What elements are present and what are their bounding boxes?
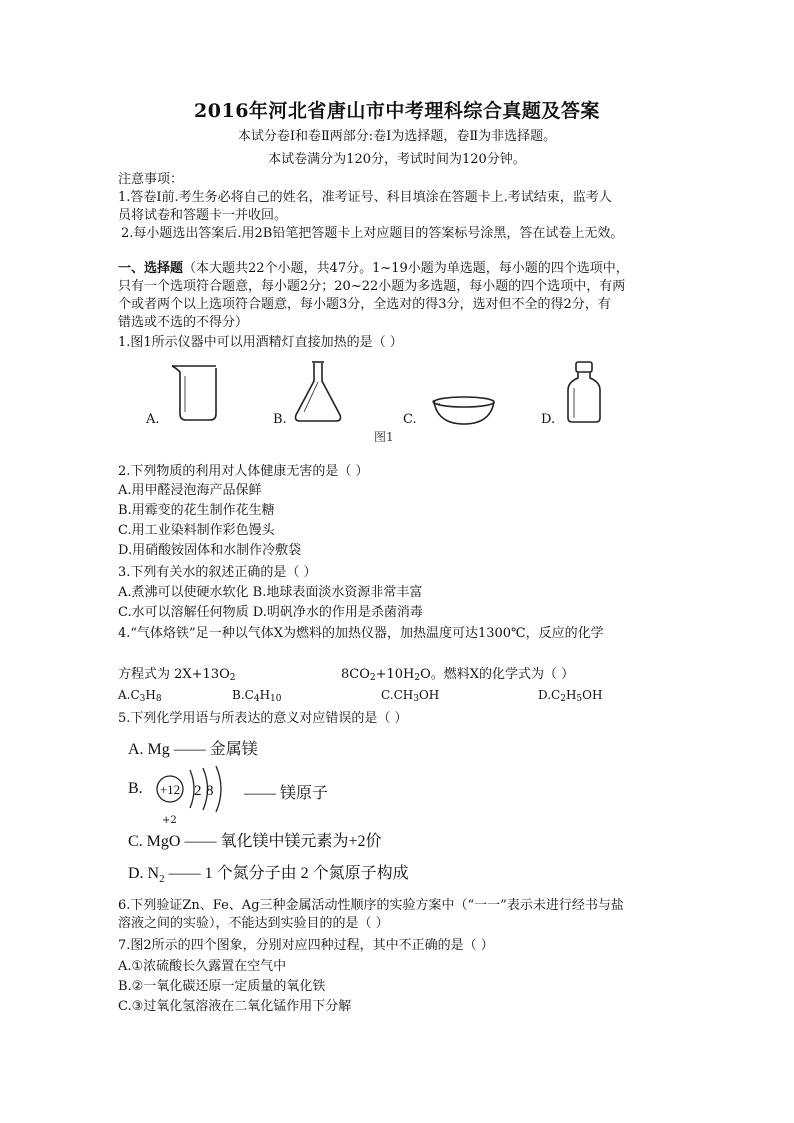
q1-option-a-label: A.: [146, 412, 160, 427]
electron-shell-2: 8: [206, 783, 214, 799]
q2-option-c: C.用工业染料制作彩色馒头: [118, 523, 275, 538]
figure-1-caption: 图1: [374, 430, 394, 444]
section-1-line-3: 个或者两个以上选项符合题意，每小题3分，全选对的得3分，选对但不全的得2分，有: [118, 297, 611, 312]
magnesium-atom-diagram: [150, 764, 240, 814]
q7-option-a: A.①浓硫酸长久露置在空气中: [118, 959, 287, 974]
notice-heading: 注意事项：: [118, 172, 184, 187]
q5-option-d: D. $N_2$ —— 1 个氮分子由 2 个氮原子构成: [128, 865, 409, 886]
subtitle-parts: 本试分卷Ⅰ和卷Ⅱ两部分:卷Ⅰ为选择题，卷Ⅱ为非选择题。: [237, 129, 557, 144]
beaker-icon: [172, 366, 216, 420]
q4-equation-left: 方程式为 $2X+13O_2$: [118, 667, 236, 683]
q3-stem: 3.下列有关水的叙述正确的是（ ）: [118, 565, 317, 580]
evaporating-dish-icon: [433, 397, 494, 424]
section-1-line-2: 只有一个选项符合题意，每小题2分；20~22小题为多选题，每小题的四个选项中，有两: [118, 279, 626, 294]
q2-stem: 2.下列物质的利用对人体健康无害的是（ ）: [118, 464, 369, 479]
q6-line-2: 溶液之间的实验），不能达到实验目的的是（ ）: [118, 916, 389, 931]
q4-equation-right: $8CO_2+10H_2O$。燃料X的化学式为（ ）: [341, 667, 575, 683]
electron-shell-1: 2: [194, 783, 202, 799]
q4-option-a: $A.C_3H_8$: [118, 688, 162, 704]
reagent-bottle-icon: [568, 362, 600, 422]
q7-option-b: B.②一氧化碳还原一定质量的氧化铁: [118, 979, 326, 994]
q2-option-a: A.用甲醛浸泡海产品保鲜: [118, 483, 262, 498]
q2-option-d: D.用硝酸铵固体和水制作冷敷袋: [118, 543, 302, 558]
q4-option-b: $B.C_4H_{10}$: [232, 688, 282, 704]
atom-nucleus: +12: [159, 782, 181, 797]
notice-2: 2.每小题选出答案后.用2B铅笔把答题卡上对应题目的答案标号涂黑，答在试卷上无效。: [121, 226, 624, 241]
conical-flask-icon: [296, 362, 341, 421]
subtitle-score: 本试卷满分为120分，考试时间为120分钟。: [268, 152, 526, 167]
q5-option-a: A. Mg —— 金属镁: [128, 741, 258, 758]
notice-1a: 1.答卷Ⅰ前.考生务必将自己的姓名，准考证号、科目填涂在答题卡上.考试结束，监考人: [118, 190, 612, 205]
q5-option-b-label: B.: [128, 780, 143, 797]
notice-1b: 员将试卷和答题卡一并收回。: [118, 208, 288, 223]
q5-option-c: C. MgO —— 氧化镁中镁元素为+2价: [128, 833, 382, 850]
q3-options-cd: C.水可以溶解任何物质 D.明矾净水的作用是杀菌消毒: [118, 605, 423, 620]
section-1-heading: 一、选择题: [118, 261, 184, 276]
q4-stem: 4.“气体烙铁”足一种以气体X为燃料的加热仪器，加热温度可达1300℃，反应的化学: [118, 626, 604, 641]
q7-stem: 7.图2所示的四个图象，分别对应四种过程，其中不正确的是（ ）: [118, 938, 494, 953]
q1-stem: 1.图1所示仪器中可以用酒精灯直接加热的是（ ）: [118, 335, 403, 350]
q5-option-c-valence: +2: [162, 815, 177, 826]
q1-option-b-label: B.: [273, 412, 287, 427]
q4-option-d: $D.C_2H_5OH$: [538, 688, 603, 704]
q6-line-1: 6.下列验证Zn、Fe、Ag三种金属活动性顺序的实验方案中（“一一”表示未进行经书与盐: [118, 898, 624, 913]
q3-options-ab: A.煮沸可以使硬水软化 B.地球表面淡水资源非常丰富: [118, 585, 423, 600]
q1-option-d-label: D.: [541, 412, 556, 427]
q1-option-c-label: C.: [403, 412, 417, 427]
q5-option-b-text: —— 镁原子: [244, 785, 329, 802]
q7-option-c: C.③过氧化氢溶液在二氧化锰作用下分解: [118, 999, 352, 1014]
q5-stem: 5.下列化学用语与所表达的意义对应错误的是（ ）: [118, 711, 408, 726]
page-title: 2016年河北省唐山市中考理科综合真题及答案: [194, 100, 600, 122]
q4-option-c: $C.CH_3OH$: [381, 688, 440, 704]
section-1-desc: （本大题共22个小题，共47分。1~19小题为单选题，每小题的四个选项中，: [183, 261, 629, 276]
figure-1-apparatus: [0, 0, 794, 460]
section-1-line-4: 错选或不选的不得分）: [118, 315, 249, 330]
q2-option-b: B.用霉变的花生制作花生糖: [118, 503, 275, 518]
